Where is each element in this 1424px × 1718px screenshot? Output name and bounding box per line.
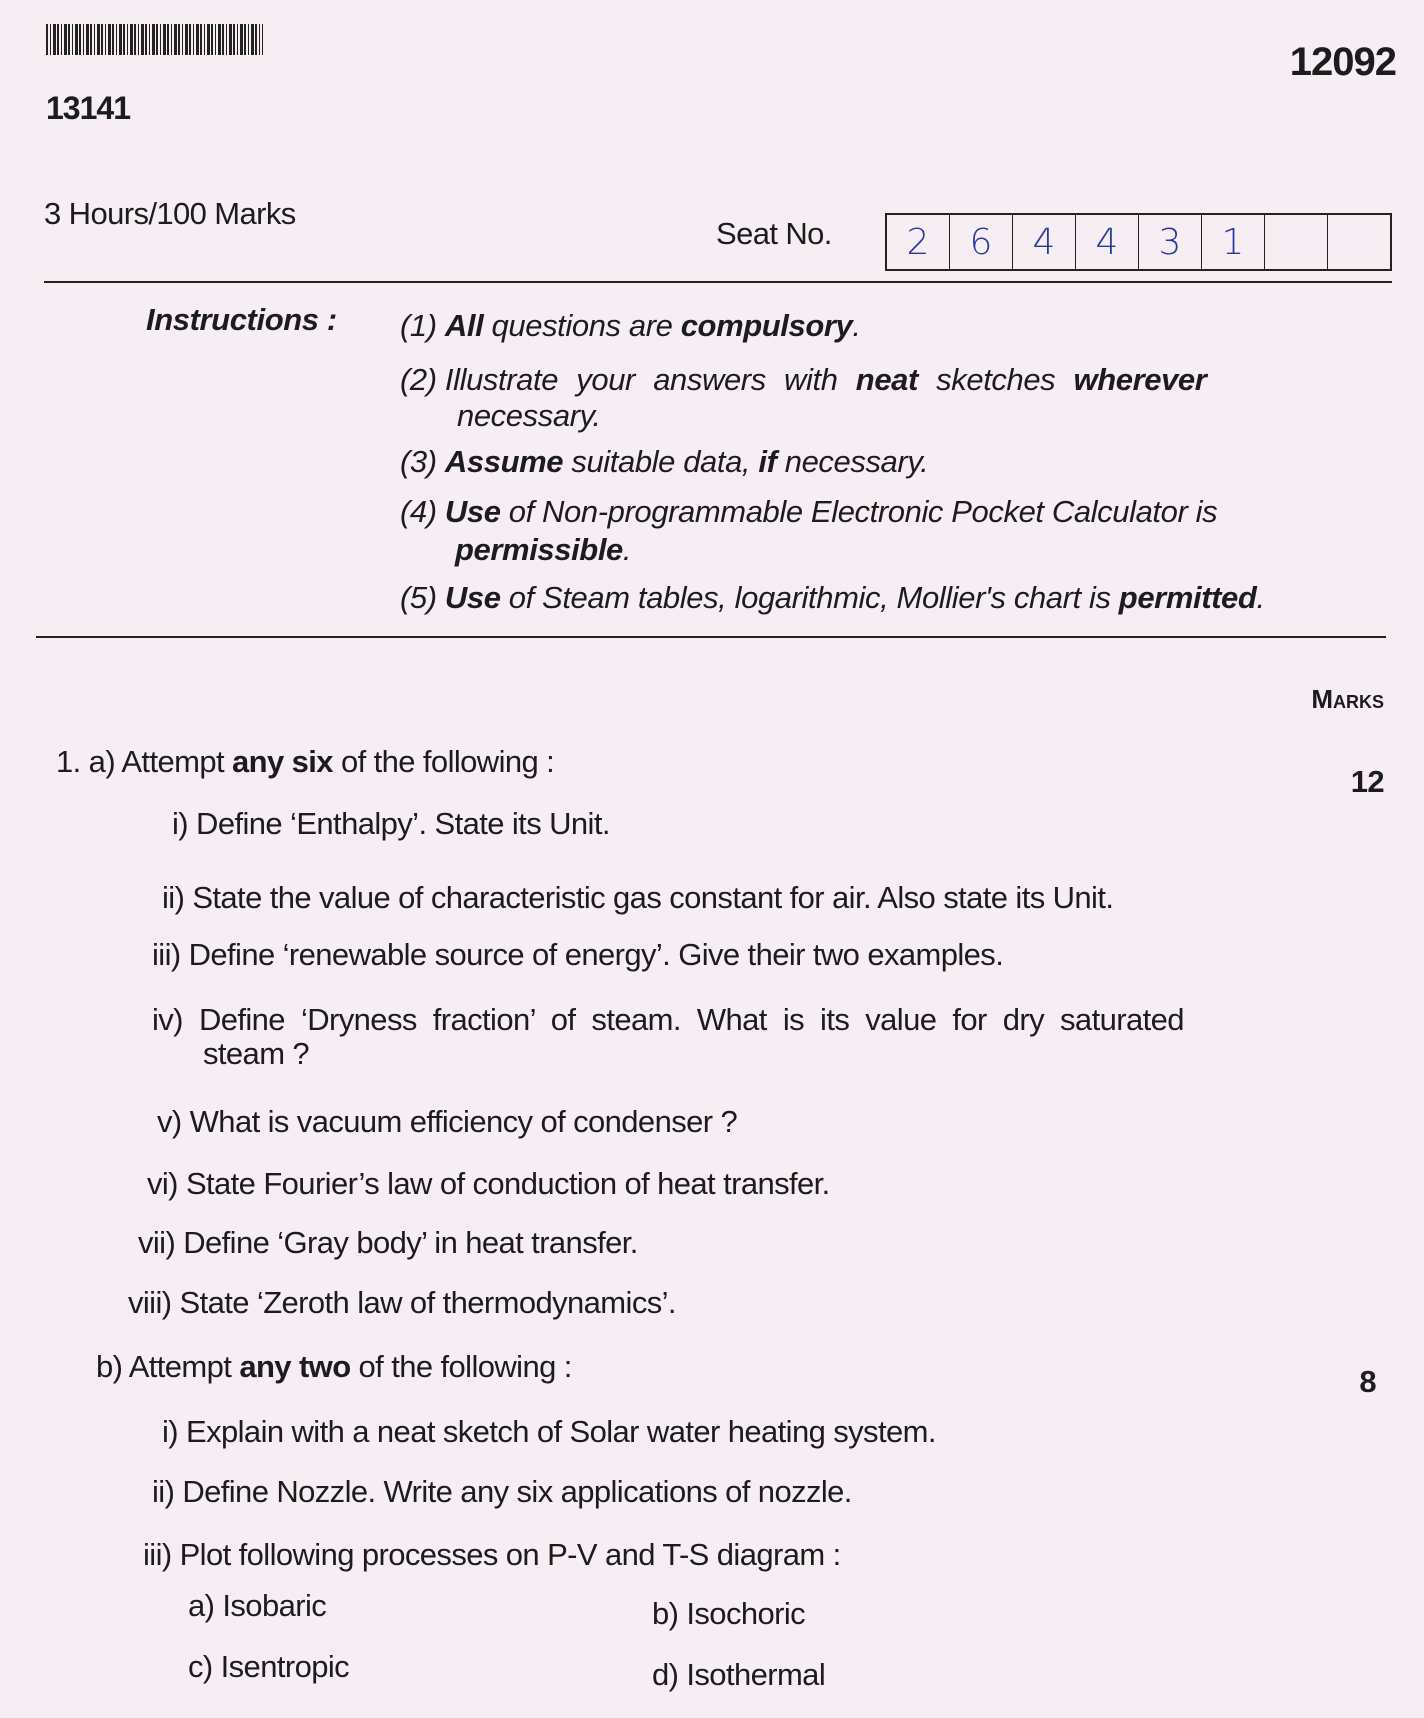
emphasis: compulsory	[680, 308, 853, 343]
question-item	[143, 1537, 841, 1573]
text: questions are	[483, 308, 681, 343]
item-text: What is vacuum efficiency of condenser ?	[189, 1104, 738, 1139]
seat-digit: 1	[1202, 215, 1265, 269]
instruction-number: (5)	[400, 580, 437, 615]
instruction-2	[400, 362, 1330, 398]
instruction-3	[400, 444, 928, 480]
emphasis: if	[758, 444, 777, 479]
item-text: Isentropic	[220, 1649, 350, 1684]
item-number: viii)	[128, 1285, 172, 1320]
item-text: State Fourier’s law of conduction of heat transfer.	[185, 1166, 830, 1201]
question-item-cont: steam ?	[203, 1036, 310, 1071]
question-1b-heading	[96, 1349, 572, 1385]
item-number: c)	[188, 1649, 213, 1684]
item-number: v)	[157, 1104, 182, 1139]
duration-marks: 3 Hours/100 Marks	[44, 196, 296, 231]
question-item	[152, 1474, 852, 1510]
question-item	[162, 880, 1113, 916]
seat-number-box[interactable]	[885, 213, 1392, 271]
seat-digit: 3	[1139, 215, 1202, 269]
process-item	[188, 1588, 326, 1624]
seat-digit: 2	[887, 215, 950, 269]
question-item	[162, 1414, 936, 1450]
item-text: State ‘Zeroth law of thermodynamics’.	[179, 1285, 676, 1320]
question-item	[152, 937, 1003, 973]
question-number: 1.	[56, 744, 81, 779]
marks-value: 8	[1359, 1364, 1376, 1399]
question-item	[147, 1166, 830, 1202]
text: of Steam tables, logarithmic, Mollier's chart is	[500, 580, 1119, 615]
barcode	[46, 24, 263, 55]
item-number: i)	[172, 806, 189, 841]
question-item	[152, 1002, 1184, 1038]
question-item	[138, 1225, 638, 1261]
item-number: iii)	[143, 1537, 172, 1572]
question-1a-heading	[56, 744, 554, 780]
seat-digit: 6	[950, 215, 1013, 269]
emphasis: any two	[239, 1349, 351, 1384]
text: .	[852, 308, 861, 343]
emphasis: permissible	[455, 532, 623, 567]
instruction-number: (1)	[400, 308, 437, 343]
text: of the following :	[350, 1349, 572, 1384]
text: suitable data,	[563, 444, 759, 479]
item-text: Plot following processes on P-V and T-S diagram :	[179, 1537, 841, 1572]
text: .	[622, 532, 632, 567]
seat-digit: 4	[1076, 215, 1139, 269]
sub-label: a)	[88, 744, 116, 779]
instruction-1	[400, 308, 861, 344]
item-number: iii)	[152, 937, 181, 972]
marks-heading: Marks	[1311, 684, 1384, 714]
instruction-2-cont: necessary.	[457, 398, 601, 433]
item-text: State the value of characteristic gas constant for air. Also state its Unit.	[192, 880, 1114, 915]
emphasis: permitted	[1118, 580, 1257, 615]
item-number: vii)	[138, 1225, 176, 1260]
item-number: ii)	[152, 1474, 175, 1509]
text: .	[1256, 580, 1265, 615]
instruction-number: (2)	[400, 362, 437, 397]
emphasis: any six	[232, 744, 333, 779]
instruction-5	[400, 580, 1265, 616]
divider	[36, 636, 1386, 638]
seat-digit: 4	[1013, 215, 1076, 269]
item-number: i)	[162, 1414, 179, 1449]
text: Attempt	[128, 1349, 240, 1384]
instructions-label: Instructions :	[146, 302, 337, 337]
text: necessary.	[776, 444, 929, 479]
seat-digit	[1265, 215, 1328, 269]
text: of the following :	[332, 744, 555, 779]
emphasis: Use	[444, 580, 501, 615]
item-text: Isochoric	[686, 1596, 806, 1631]
emphasis: neat	[855, 362, 918, 397]
item-text: Isobaric	[222, 1588, 327, 1623]
item-number: a)	[188, 1588, 215, 1623]
seat-label: Seat No.	[716, 216, 832, 251]
instruction-4-cont	[455, 532, 631, 568]
seat-digit	[1328, 215, 1390, 269]
sub-label: b)	[96, 1349, 123, 1384]
process-item	[188, 1649, 349, 1685]
subject-code: 13141	[46, 90, 130, 126]
instruction-number: (3)	[400, 444, 437, 479]
question-item	[157, 1104, 737, 1140]
item-number: ii)	[162, 880, 185, 915]
process-item	[652, 1596, 805, 1632]
marks-value: 12	[1350, 764, 1384, 799]
instruction-number: (4)	[400, 494, 437, 529]
instruction-4	[400, 494, 1217, 530]
text: Attempt	[121, 744, 232, 779]
item-text: Explain with a neat sketch of Solar water heating system.	[186, 1414, 936, 1449]
item-number: d)	[652, 1657, 679, 1692]
text: sketches	[917, 362, 1074, 397]
item-text: Define ‘Enthalpy’. State its Unit.	[196, 806, 610, 841]
item-number: b)	[652, 1596, 679, 1631]
emphasis: Use	[444, 494, 501, 529]
divider	[44, 281, 1392, 283]
text: Illustrate your answers with	[444, 362, 856, 397]
emphasis: All	[444, 308, 484, 343]
item-text: Define ‘renewable source of energy’. Give their two examples.	[188, 937, 1004, 972]
emphasis: wherever	[1073, 362, 1207, 397]
paper-code: 12092	[1289, 40, 1396, 84]
emphasis: Assume	[444, 444, 564, 479]
item-number: iv)	[152, 1002, 183, 1037]
item-text: Define ‘Gray body’ in heat transfer.	[183, 1225, 638, 1260]
item-text: Define ‘Dryness fraction’ of steam. What is its value for dry saturated	[198, 1002, 1184, 1037]
question-item	[172, 806, 610, 842]
item-text: Isothermal	[686, 1657, 826, 1692]
text: of Non-programmable Electronic Pocket Calculator is	[500, 494, 1218, 529]
question-item	[128, 1285, 676, 1321]
process-item	[652, 1657, 825, 1693]
item-number: vi)	[147, 1166, 178, 1201]
item-text: Define Nozzle. Write any six applications of nozzle.	[182, 1474, 852, 1509]
